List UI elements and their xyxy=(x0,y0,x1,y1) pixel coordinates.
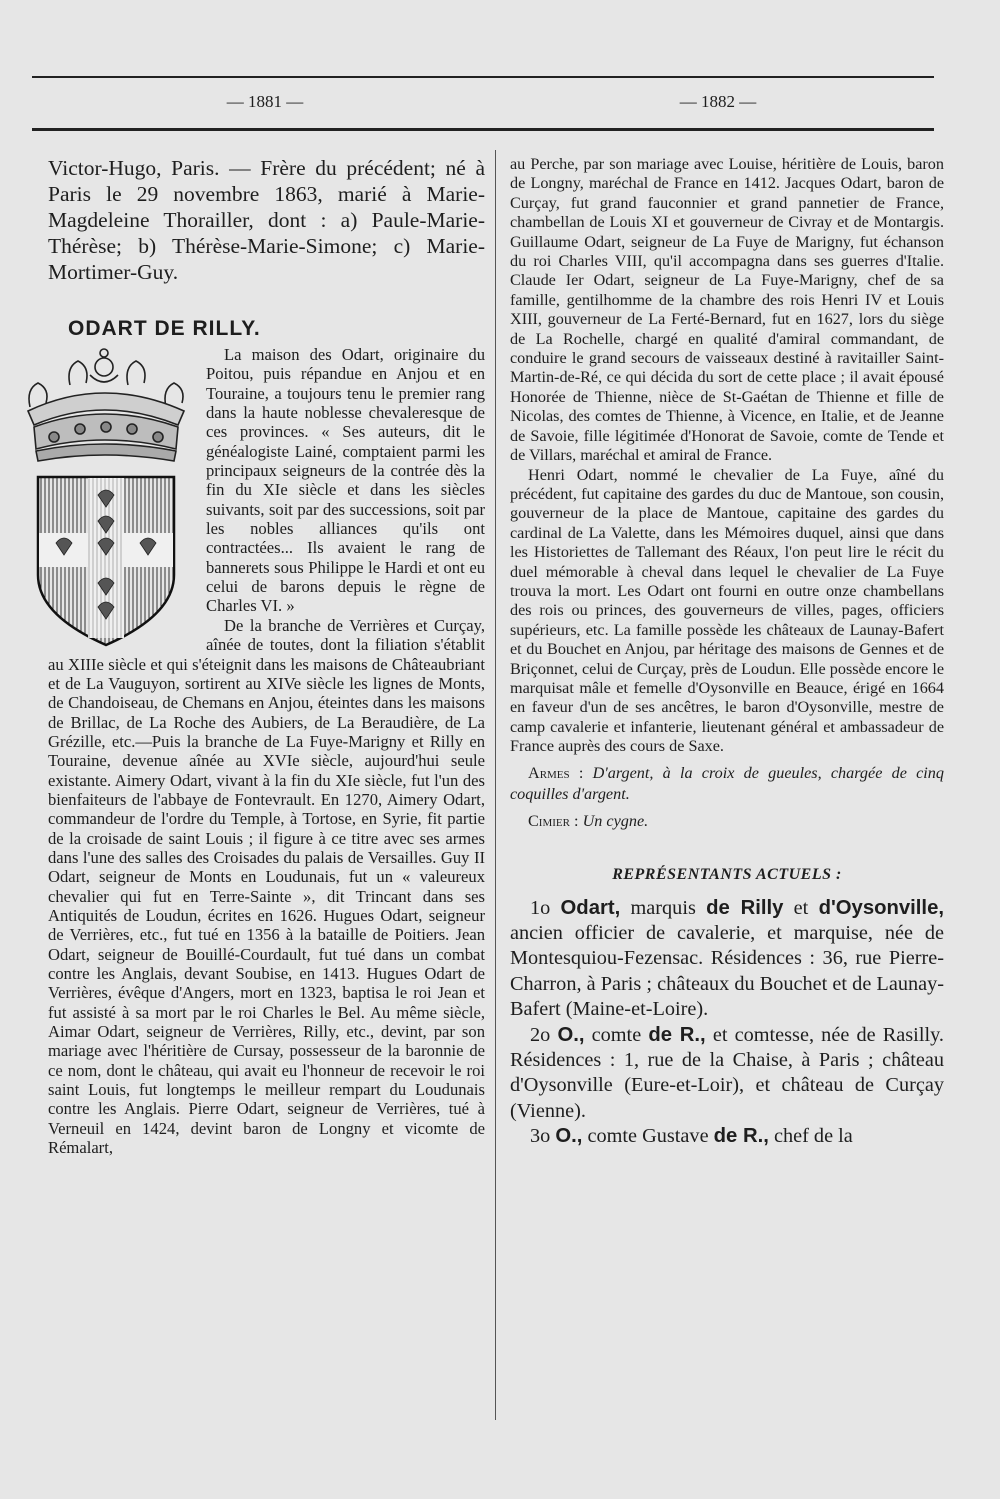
rep-1-title: marquis xyxy=(630,896,696,919)
rep-2-details: et comtesse, née de Rasilly. Résidences : 1, rue de la Chaise, à Paris ; château d'Oysonville (Eure-et-Loir), et château de Curçay (Vienne). xyxy=(510,1023,944,1122)
header-rule-top xyxy=(32,76,934,78)
rep-3-name: O., xyxy=(555,1125,583,1148)
rep-1-title-bold-a: de Rilly xyxy=(706,896,784,919)
rep-1-number: 1o xyxy=(530,896,551,919)
rep-3-title: comte Gustave xyxy=(587,1125,709,1148)
rep-3-title-bold: de R., xyxy=(713,1125,769,1148)
representative-3 xyxy=(510,1124,944,1149)
rep-1-conj: et xyxy=(793,896,809,919)
paragraph-perche: au Perche, par son mariage avec Louise, héritière de Louis, baron de Longny, maréchal de France en 1412. Jacques Odart, baron de Curçay, fut grand fauconnier et grand pannetier de France, chambellan de Louis XI et gouverneur de Civray et de Montargis. Guillaume Odart, seigneur de La Fuye de Marigny, fut échanson du roi Charles VIII, qu'il accompagna dans ses guerres d'Italie. Claude Ier Odart, seigneur de La Fuye-Marigny, chef de sa famille, gentilhomme de la chambre des rois Henri IV et Louis XIII, gouverneur de La Ferté-Bernard, fut en 1627, lors du siège de La Rochelle, chargé en qualité d'amiral commandant, de conduire le grand secours de vaisseaux destiné à ravitailler Saint-Martin-de-Ré, ce qui décida du sort de cette place ; il avait épousé Honorée de Thienne, nièce de St-Gaétan de Thienne et fille de Nicolas, des comtes de Thienne, à Vicence, en Italie, et de Jeanne de Savoie, fille légitimée d'Honorat de Savoie, comte de Tende et de Villars, maréchal et amiral de France. xyxy=(510,155,944,465)
section-title: ODART DE RILLY. xyxy=(68,317,261,340)
representative-1 xyxy=(510,896,944,1023)
coat-of-arms xyxy=(8,345,198,650)
rep-1-details: ancien officier de cavalerie, et marquise, née de Montesquiou-Fezensac. Résidences : 36, rue Pierre-Charron, à Paris ; châteaux du Bouchet et de Launay-Bafert (Maine-et-Loire). xyxy=(510,922,944,1021)
armes-text: D'argent, à la croix de gueules, chargée de cinq coquilles d'argent. xyxy=(510,763,944,803)
armes-label: Armes : xyxy=(528,763,584,782)
rep-2-title: comte xyxy=(591,1023,642,1046)
rep-2-name: O., xyxy=(557,1023,585,1046)
paragraph-origins: La maison des Odart, originaire du Poitou, puis répandue en Anjou et en Touraine, a toujours tenu le premier rang dans la haute noblesse chevaleresque de ces provinces. « Ses auteurs, dit le généalogiste Lainé, comptaient parmi les principaux seigneurs de la contrée dès la fin du XIe siècle et dans les siècles suivants, soit par des successions, soit par les nobles alliances qu'ils ont contractées... Ils avaient le rang de bannerets sous Philippe le Hardi et ont eu celui de barons depuis le règne de Charles VI. » xyxy=(206,345,485,616)
column-divider xyxy=(495,150,496,1420)
representatives-heading: REPRÉSENTANTS ACTUELS : xyxy=(612,865,842,883)
rep-3-details: chef de la xyxy=(773,1125,853,1148)
crown-icon xyxy=(28,349,184,461)
page-number-right: — 1882 — xyxy=(679,92,757,111)
rep-1-title-bold-b: d'Oysonville, xyxy=(818,896,944,919)
page-number-left: — 1881 — xyxy=(226,92,304,111)
rep-1-name: Odart, xyxy=(560,896,621,919)
cimier-line xyxy=(510,811,944,832)
intro-paragraph: Victor-Hugo, Paris. — Frère du précédent; né à Paris le 29 novembre 1863, marié à Marie-Magdeleine Thorailler, dont : a) Paule-Marie-Thérèse; b) Thérèse-Marie-Simone; c) Marie-Mortimer-Guy. xyxy=(48,156,485,284)
paragraph-branches: De la branche de Verrières et Curçay, aînée de toutes, dont la filiation s'établit au XIIIe siècle et qui s'éteignit dans les maisons de Châteaubriant et de La Vauguyon, sortirent au XIVe siècle les lignes de Monts, de Chandoiseau, de Chemans en Anjou, éteintes dans les maisons de Brillac, de La Roche des Aubiers, de La Beraudière, de La Grézille, etc.—Puis la branche de La Fuye-Marigny et Rilly en Touraine, devenue aînée au XVIe siècle, aujourd'hui seule existante. Aimery Odart, vivant à la fin du XIe siècle, fut l'un des bienfaiteurs de l'abbaye de Fontevrault. En 1270, Aimery Odart, commandeur de l'ordre du Temple, à Tortose, en Syrie, fit partie de la croisade de saint Louis ; il figure à ce titre avec ses armes dans l'une des salles des Croisades du palais de Versailles. Guy II Odart, seigneur de Monts en Loudunais, fut un « valeureux chevalier qui fut en Terre-Sainte », dit Trincant dans ses Antiquités de Loudun, écrites en 1626. Hugues Odart, seigneur de Verrières, etc., fut tué en 1356 à la bataille de Poitiers. Jean Odart, seigneur de Bouillé-Courdault, fut tué dans un combat contre les Anglais, devant Soubise, en 1413. Hugues Odart de Verrières, évêque d'Angers, mort en 1323, baptisa le roi Jean et fut assisté à sa mort par le roi Charles le Bel. Au même siècle, Aimar Odart, seigneur de Verrières, Rilly, etc., devint, par son mariage avec l'héritière de Cursay, possesseur de la baronnie de ce nom, dont le château, qui avait eu l'honneur de recevoir le roi saint Louis, fut longtemps le meilleur rempart du Loudunais contre les Anglais. Pierre Odart, seigneur de Verrières, tué à Verneuil en 1424, devint baron de Longny et vicomte de Rémalart, xyxy=(48,615,485,1158)
coat-of-arms-icon xyxy=(8,345,198,650)
shield-icon xyxy=(38,477,174,645)
left-column xyxy=(48,155,485,1157)
armes-line xyxy=(510,763,944,805)
representative-2 xyxy=(510,1023,944,1125)
cimier-label: Cimier : xyxy=(528,811,579,830)
cimier-text: Un cygne. xyxy=(582,811,649,830)
rep-2-title-bold: de R., xyxy=(648,1023,706,1046)
rep-3-number: 3o xyxy=(530,1125,551,1148)
right-column xyxy=(510,155,944,1150)
rep-2-number: 2o xyxy=(530,1023,551,1046)
paragraph-henri: Henri Odart, nommé le chevalier de La Fuye, aîné du précédent, fut capitaine des gardes du duc de Mantoue, son cousin, gouverneur de la place de Mantoue, capitaine des gardes du cardinal de La Valette, dans les Mémoires duquel, ainsi que dans les Historiettes de Tallemant des Réaux, l'on peut lire le récit du duel mémorable à cheval dans lequel le chevalier de La Fuye trouva la mort. Les Odart ont fourni en outre onze chambellans des rois ou princes, des gouverneurs de villes, pages, officiers supérieurs, etc. La famille possède les châteaux de Launay-Bafert et du Bouchet en Anjou, par héritage des maisons de Gennes et de Briçonnet, celui de Curçay, près de Loudun. Elle possède encore le marquisat mâle et femelle d'Oysonville en Beauce, érigé en 1664 en faveur d'un de ses ancêtres, le baron d'Oysonville, mestre de camp cavalerie et infanterie, lieutenant général et ambassadeur de France auprès des cours de Saxe. xyxy=(510,465,944,756)
header-rule-bottom xyxy=(32,128,934,131)
